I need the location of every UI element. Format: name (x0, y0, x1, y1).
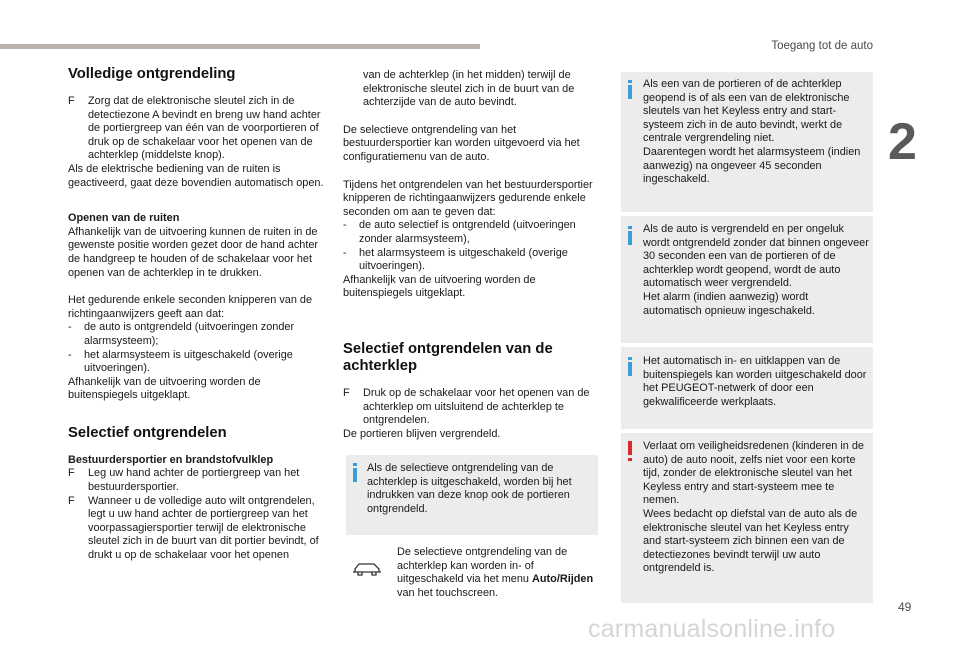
info-note-mirrors: Het automatisch in- en uitklappen van de buitenspiegels kan worden uitgeschakeld door het PEUGEOT-netwerk of door een gekwalificeerde werkplaats. (621, 347, 873, 429)
full-unlock-para: Als de elektrische bediening van de ruiten is geactiveerd, gaat deze bovendien automatisch open. (68, 162, 324, 189)
warning-note-safety: Verlaat om veiligheidsredenen (kinderen in de auto) de auto nooit, zelfs niet voor een korte tijd, zonder de elektronische sleutel van het Keyless entry and start-systeem mee te nemen. Wees bedacht op diefstal van de auto als de elektronische sleutel van het Keyless entry and start-systeem zich binnen een van de detectiezones bevindt terwijl uw auto ontgrendeld is. (621, 433, 873, 603)
info-note-tailgate: Als de selectieve ontgrendeling van de achterklep is uitgeschakeld, worden bij het indrukken van deze knop ook de portieren ontgrendeld. (346, 455, 598, 535)
bullet-marker: F (68, 467, 75, 480)
info-note-central-locking: Als een van de portieren of de achterklep geopend is of als een van de elektronische sleutels van het Keyless entry and start-systeem zich in de auto bevindt, werkt de centrale vergrendeling niet. Daarentegen wordt het alarmsysteem (indien aanwezig) na ongeveer 45 seconden ingeschakeld. (621, 72, 873, 212)
mirrors-text-2: Afhankelijk van de uitvoering worden de buitenspiegels uitgeklapt. (343, 273, 536, 300)
dash-marker: - (343, 246, 347, 259)
list-item (68, 95, 330, 163)
car-menu-text: De selectieve ontgrendeling van de achterklep kan worden in- of uitgeschakeld via het menu Auto/Rijden van het touchscreen. (397, 546, 594, 599)
info-icon (627, 357, 633, 379)
list-item: - het alarmsysteem is uitgeschakeld (overige uitvoeringen). (68, 348, 293, 375)
blink-intro-2: Tijdens het ontgrendelen van het bestuurdersportier knipperen de richtingaanwijzers gedurende enkele seconden om aan te geven dat: (343, 178, 593, 218)
bullet-marker: F (343, 386, 350, 399)
header-rule (0, 44, 480, 49)
list-item: - het alarmsysteem is uitgeschakeld (overige uitvoeringen). (343, 246, 568, 273)
bullet-marker: F (68, 95, 75, 107)
dash-marker: - (343, 219, 347, 232)
watermark: carmanualsonline.info (588, 615, 836, 643)
config-text: De selectieve ontgrendeling van het bestuurdersportier kan worden uitgevoerd via het configuratiemenu van de auto. (343, 123, 580, 163)
column-1 (68, 66, 330, 563)
section-title: Toegang tot de auto (771, 40, 873, 52)
menu-auto: Auto (532, 573, 557, 586)
list-item-continued: van de achterklep (in het midden) terwijl de elektronische sleutel zich in de buurt van de achterzijde van de auto bevindt. (363, 69, 575, 109)
list-item: F Leg uw hand achter de portiergreep van het bestuurdersportier. (68, 467, 300, 494)
bullet-marker: F (68, 494, 75, 507)
car-icon (352, 560, 382, 578)
full-unlock-bullet: Zorg dat de elektronische sleutel zich in de detectiezone A bevindt en breng uw hand achter de portiergreep van één van de voorportieren of druk op de schakelaar voor het openen van de achterklep (middelste knop). (88, 95, 321, 162)
dash-marker: - (68, 348, 72, 361)
list-item: - de auto is ontgrendeld (uitvoeringen zonder alarmsysteem); (68, 321, 295, 347)
info-icon (627, 226, 633, 248)
blink-intro: Het gedurende enkele seconden knipperen van de richtingaanwijzers geeft aan dat: (68, 294, 313, 320)
list-item: - de auto selectief is ontgrendeld (uitvoeringen zonder alarmsysteem), (343, 219, 576, 245)
info-note-relock: Als de auto is vergrendeld en per ongeluk wordt ontgrendeld zonder dat binnen ongeveer 30 seconden een van de portieren of de achterklep wordt geopend, wordt de auto automatisch weer vergrendeld. Het alarm (indien aanwezig) wordt automatisch opnieuw ingeschakeld. (621, 216, 873, 343)
windows-title: Openen van de ruiten (68, 212, 180, 225)
list-item: F Druk op de schakelaar voor het openen van de achterklep om uitsluitend de achterklep te ontgrendelen. (343, 386, 590, 427)
heading-full-unlock: Volledige ontgrendeling (68, 66, 236, 82)
list-item: F Wanneer u de volledige auto wilt ontgrendelen, legt u uw hand achter de portiergreep van het voorpassagiersportier terwijl de elektronische sleutel zich in de buurt van dit portier bevindt, of drukt u op de schakelaar voor het openen (68, 494, 319, 562)
menu-rijden: Rijden (559, 573, 594, 586)
driver-door-title: Bestuurdersportier en brandstofvulklep (68, 453, 274, 466)
info-icon (352, 463, 358, 485)
column-2 (343, 69, 605, 441)
dash-marker: - (68, 321, 72, 334)
heading-tailgate: Selectief ontgrendelen van de achterklep (343, 340, 553, 374)
windows-text: Afhankelijk van de uitvoering kunnen de ruiten in de gewenste positie worden gezet door de hand achter de handgreep te houden of de schakelaar voor het openen van de achterklep in te drukken. (68, 225, 319, 279)
warning-icon (627, 441, 633, 463)
info-icon (627, 80, 633, 102)
page-number: 49 (898, 600, 912, 614)
tailgate-after: De portieren blijven vergrendeld. (343, 427, 501, 440)
mirrors-text: Afhankelijk van de uitvoering worden de buitenspiegels uitgeklapt. (68, 375, 261, 402)
heading-selective: Selectief ontgrendelen (68, 424, 227, 441)
chapter-number: 2 (888, 113, 917, 171)
